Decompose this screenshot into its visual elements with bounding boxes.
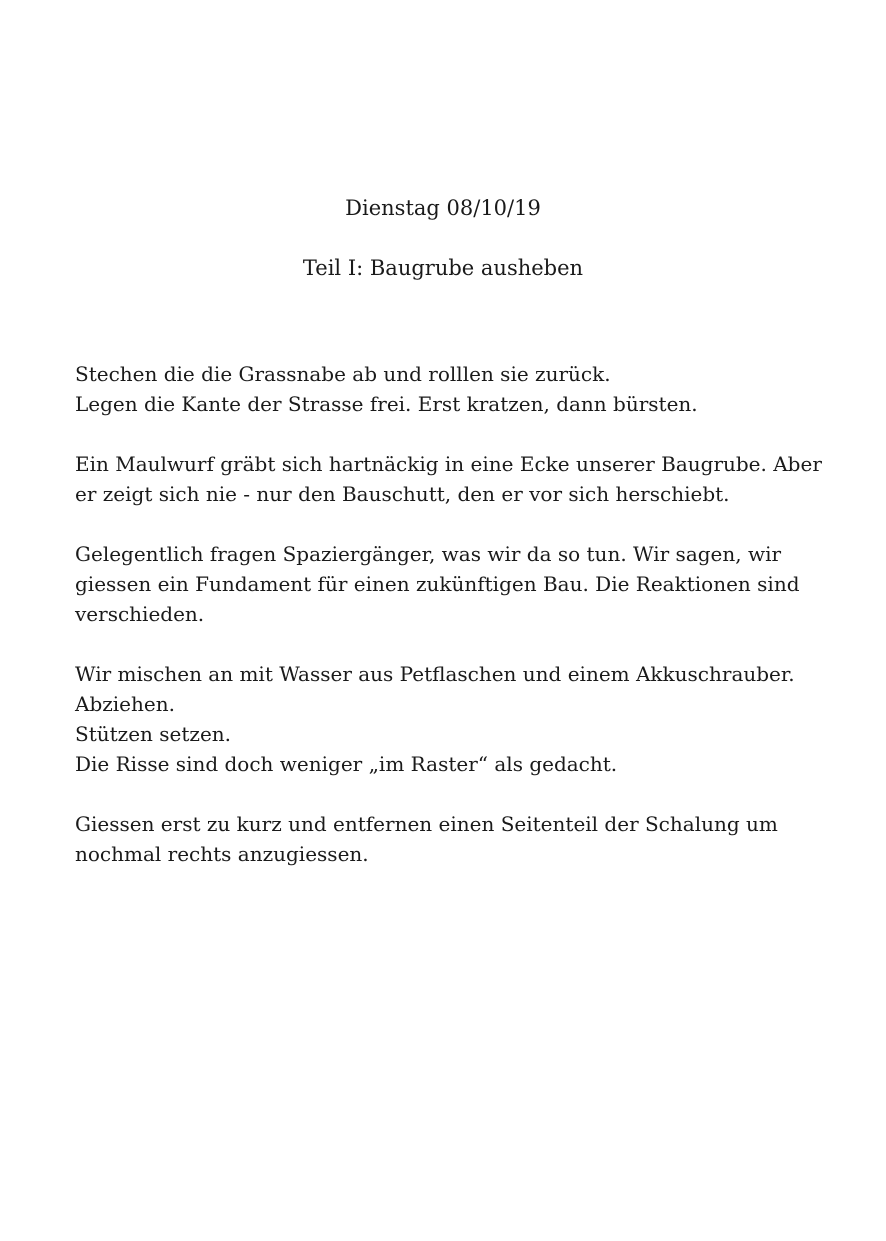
text-line: verschieden. xyxy=(75,602,205,626)
text-line: giessen ein Fundament für einen zukünftigen Bau. Die Reaktionen sind xyxy=(75,572,800,596)
text-line: Ein Maulwurf gräbt sich hartnäckig in eine Ecke unserer Baugrube. Aber xyxy=(75,452,822,476)
document-title: Teil I: Baugrube ausheben xyxy=(302,256,584,280)
text-line: er zeigt sich nie - nur den Bauschutt, den er vor sich herschiebt. xyxy=(75,482,730,506)
text-line: Abziehen. xyxy=(75,692,175,716)
text-line: Giessen erst zu kurz und entfernen einen Seitenteil der Schalung um xyxy=(75,812,778,836)
paragraph xyxy=(75,359,815,419)
paragraph xyxy=(75,539,815,629)
text-line: nochmal rechts anzugiessen. xyxy=(75,842,369,866)
text-line: Gelegentlich fragen Spaziergänger, was wir da so tun. Wir sagen, wir xyxy=(75,542,782,566)
document-date: Dienstag 08/10/19 xyxy=(345,196,541,220)
text-line: Stützen setzen. xyxy=(75,722,232,746)
text-line: Legen die Kante der Strasse frei. Erst kratzen, dann bürsten. xyxy=(75,392,698,416)
text-line: Stechen die die Grassnabe ab und rolllen sie zurück. xyxy=(75,362,611,386)
paragraph xyxy=(75,659,815,779)
text-line: Die Risse sind doch weniger „im Raster“ als gedacht. xyxy=(75,752,618,776)
document-body xyxy=(75,359,822,899)
text-line: Wir mischen an mit Wasser aus Petflaschen und einem Akkuschrauber. xyxy=(75,662,795,686)
paragraph xyxy=(75,449,822,509)
paragraph xyxy=(75,809,815,869)
